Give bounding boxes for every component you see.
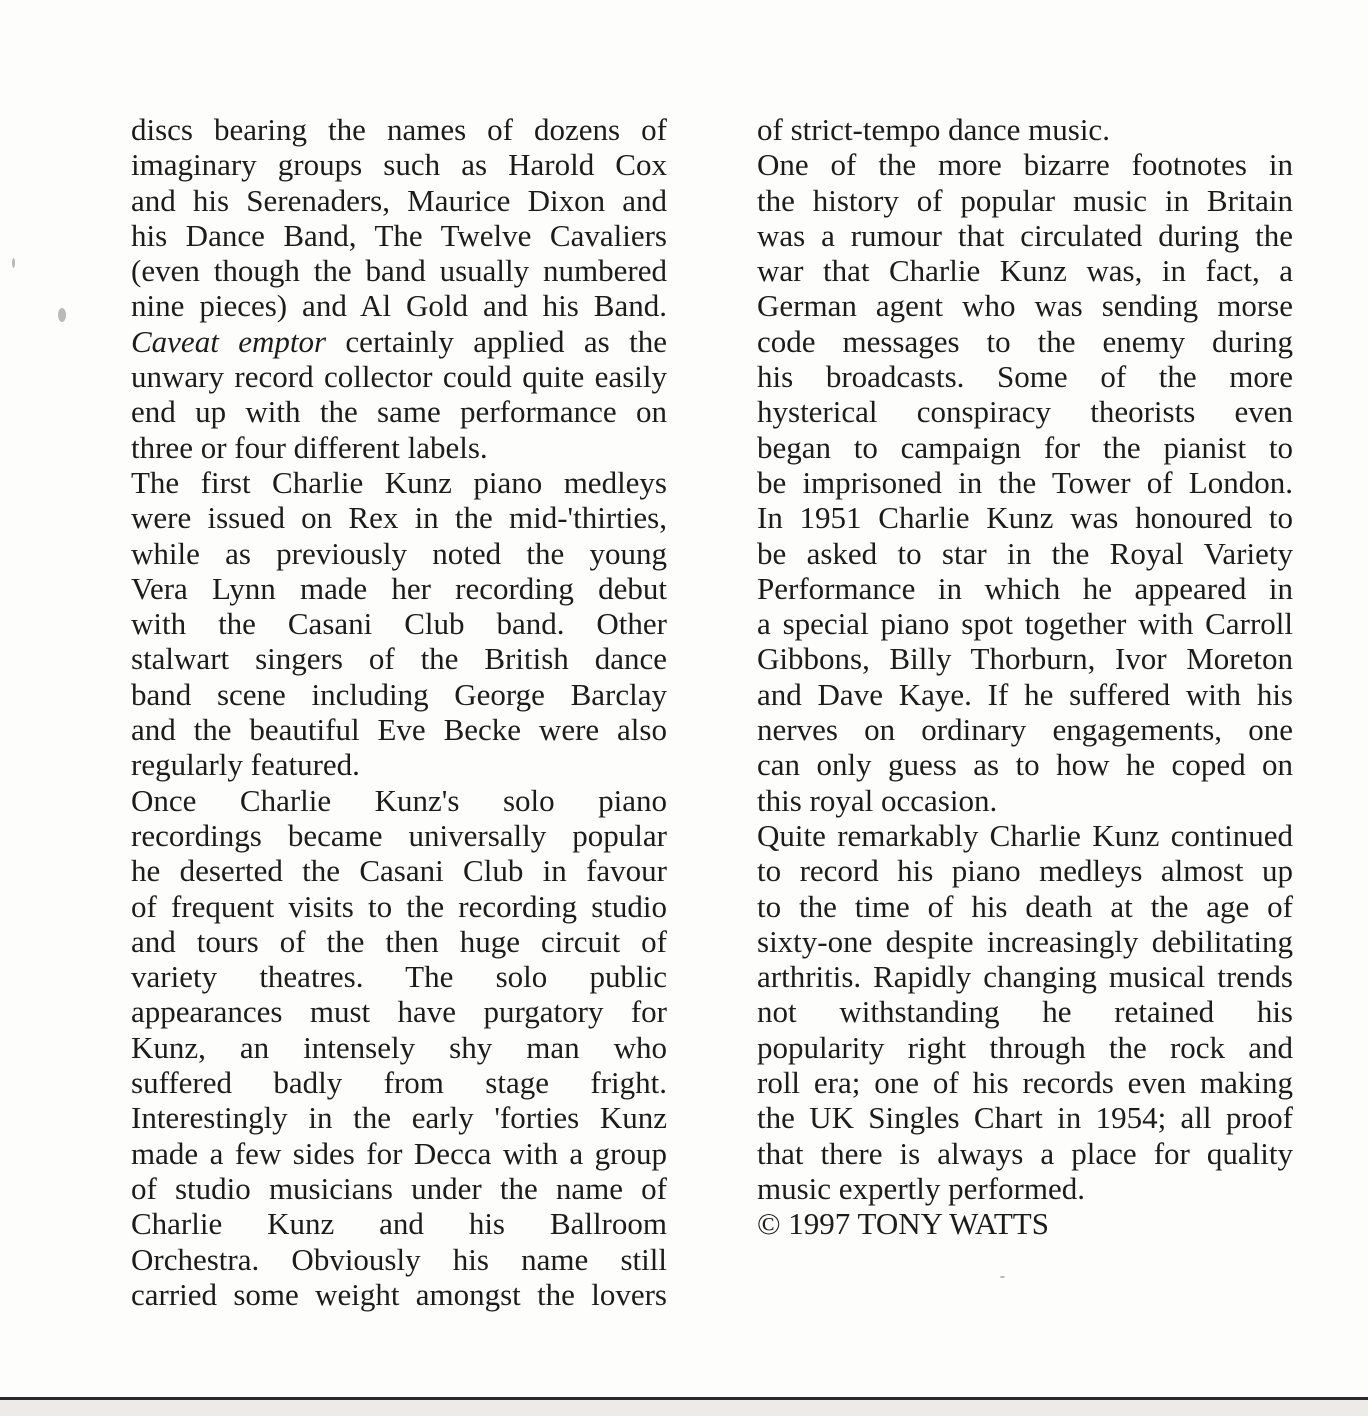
text-line: can only guess as to how he coped on — [757, 747, 1293, 783]
text-line: the history of popular music in Britain — [757, 182, 1293, 218]
scan-speck — [1000, 1276, 1005, 1278]
text-line: be asked to star in the Royal Variety — [757, 535, 1293, 571]
copyright-credit: © 1997 TONY WATTS — [757, 1206, 1049, 1242]
text-line: Interestingly in the early 'forties Kunz — [131, 1100, 667, 1136]
text-line: were issued on Rex in the mid-'thirties, — [131, 500, 667, 536]
text-line: recordings became universally popular — [131, 817, 667, 853]
text-line: his Dance Band, The Twelve Cavaliers — [131, 217, 667, 253]
text-line: Quite remarkably Charlie Kunz continued — [757, 817, 1293, 853]
text-line: while as previously noted the young — [131, 535, 667, 571]
text-line: One of the more bizarre footnotes in — [757, 147, 1293, 183]
text-line: The first Charlie Kunz piano medleys — [131, 464, 667, 500]
text-line: music expertly performed. — [757, 1170, 1085, 1206]
text-line: suffered badly from stage fright. — [131, 1065, 667, 1101]
text-line: of frequent visits to the recording studio — [131, 888, 667, 924]
scan-speck — [58, 308, 66, 322]
text-line: Once Charlie Kunz's solo piano — [131, 782, 667, 818]
text-line: Performance in which he appeared in — [757, 570, 1293, 606]
text-line: arthritis. Rapidly changing musical trends — [757, 959, 1293, 995]
text-line: war that Charlie Kunz was, in fact, a — [757, 253, 1293, 289]
text-line: and tours of the then huge circuit of — [131, 923, 667, 959]
text-line: regularly featured. — [131, 747, 360, 783]
text-line: of strict-tempo dance music. — [757, 112, 1110, 147]
text-line: and Dave Kaye. If he suffered with his — [757, 676, 1293, 712]
text-line: end up with the same performance on — [131, 394, 667, 430]
text-line: Vera Lynn made her recording debut — [131, 570, 667, 606]
text-line: Charlie Kunz and his Ballroom — [131, 1206, 667, 1242]
text-line: began to campaign for the pianist to — [757, 429, 1293, 465]
text-line: to the time of his death at the age of — [757, 888, 1293, 924]
text-line: Gibbons, Billy Thorburn, Ivor Moreton — [757, 641, 1293, 677]
text-line: not withstanding he retained his — [757, 994, 1293, 1030]
text-line: three or four different labels. — [131, 429, 488, 465]
text-line: be imprisoned in the Tower of London. — [757, 464, 1293, 500]
text-line: this royal occasion. — [757, 782, 998, 818]
text-line: and the beautiful Eve Becke were also — [131, 712, 667, 748]
text-line: In 1951 Charlie Kunz was honoured to — [757, 500, 1293, 536]
text-line: roll era; one of his records even making — [757, 1065, 1293, 1101]
text-line: sixty-one despite increasingly debilitating — [757, 923, 1293, 959]
text-line: of studio musicians under the name of — [131, 1170, 667, 1206]
text-line: to record his piano medleys almost up — [757, 853, 1293, 889]
text-line: unwary record collector could quite easily — [131, 359, 667, 395]
text-line: band scene including George Barclay — [131, 676, 667, 712]
text-line: hysterical conspiracy theorists even — [757, 394, 1293, 430]
text-line: and his Serenaders, Maurice Dixon and — [131, 182, 667, 218]
bottom-edge — [0, 1400, 1368, 1416]
text-line: stalwart singers of the British dance — [131, 641, 667, 677]
text-line: imaginary groups such as Harold Cox — [131, 147, 667, 183]
text-line: his broadcasts. Some of the more — [757, 359, 1293, 395]
text-line: he deserted the Casani Club in favour — [131, 853, 667, 889]
text-line: a special piano spot together with Carroll — [757, 606, 1293, 642]
left-text-column — [131, 112, 667, 1312]
caveat-emptor-italic: Caveat emptor — [131, 323, 327, 359]
text-line: nerves on ordinary engagements, one — [757, 712, 1293, 748]
text-line: that there is always a place for quality — [757, 1135, 1293, 1171]
text-line: popularity right through the rock and — [757, 1029, 1293, 1065]
text-line: Orchestra. Obviously his name still — [131, 1241, 667, 1277]
text-line: variety theatres. The solo public — [131, 959, 667, 995]
text-line-caveat — [131, 324, 667, 359]
text-line: nine pieces) and Al Gold and his Band. — [131, 288, 667, 324]
right-text-column — [757, 112, 1293, 1242]
text-line: was a rumour that circulated during the — [757, 217, 1293, 253]
text-line: discs bearing the names of dozens of — [131, 112, 667, 147]
text-line: German agent who was sending morse — [757, 288, 1293, 324]
text-line: carried some weight amongst the lovers — [131, 1276, 667, 1312]
text-line: appearances must have purgatory for — [131, 994, 667, 1030]
scan-speck — [12, 258, 15, 268]
text-line: Kunz, an intensely shy man who — [131, 1029, 667, 1065]
text-line: code messages to the enemy during — [757, 323, 1293, 359]
caveat-rest: certainly applied as the — [326, 323, 667, 359]
text-line: made a few sides for Decca with a group — [131, 1135, 667, 1171]
text-line: the UK Singles Chart in 1954; all proof — [757, 1100, 1293, 1136]
text-line: with the Casani Club band. Other — [131, 606, 667, 642]
text-line: (even though the band usually numbered — [131, 253, 667, 289]
